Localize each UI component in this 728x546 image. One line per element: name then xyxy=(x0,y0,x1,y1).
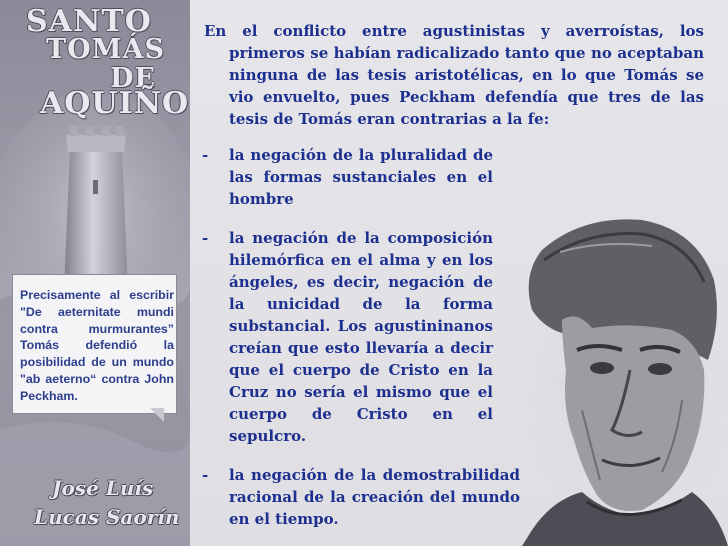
title-line-4: AQUIÑO xyxy=(40,86,190,121)
list-item xyxy=(202,227,493,447)
title-line-3: DE xyxy=(110,63,156,94)
sidebar xyxy=(0,0,190,546)
thesis-list xyxy=(202,144,520,546)
list-item xyxy=(202,144,493,210)
note-text: Precisamente al escribir "De aeternitate mundi contra murmurantes” Tomás defendió la posibilidad de un mundo "ab aeterno“ contra John Peckham. xyxy=(20,288,174,403)
note-fold xyxy=(150,408,164,422)
list-item-text: la negación de la composición hilemórfica en el alma y en los ángeles, es decir, negación de la unicidad de la forma substancial. Los agustininanos creían que esto llevaría a decir que el cuerpo de Cristo en la Cruz no sería el mismo que el cuerpo de Cristo en el sepulcro. xyxy=(229,229,493,445)
author-line-1: José Luís xyxy=(52,476,154,500)
list-item-text: la negación de la demostrabilidad racional de la creación del mundo en el tiempo. xyxy=(229,466,520,528)
intro-paragraph: En el conflicto entre agustinistas y averroístas, los primeros se habían radicalizado tanto que no aceptaban ninguna de las tesis aristotélicas, en lo que Tomás se vio envuelto, pues Peckham defendía que tres de las tesis de Tomás eran contrarias a la fe: xyxy=(204,22,704,128)
title-line-1: SANTO xyxy=(26,4,152,39)
author-line-2: Lucas Saorín xyxy=(34,505,180,529)
list-item xyxy=(202,464,520,530)
list-item-text: la negación de la pluralidad de las formas sustanciales en el hombre xyxy=(229,146,493,208)
bullet-mark: - xyxy=(202,466,209,484)
title-line-2: TOMÁS xyxy=(46,34,165,65)
portrait-image xyxy=(482,210,728,546)
bullet-mark: - xyxy=(202,229,209,247)
tower-illustration xyxy=(0,0,190,546)
bullet-mark: - xyxy=(202,146,209,164)
